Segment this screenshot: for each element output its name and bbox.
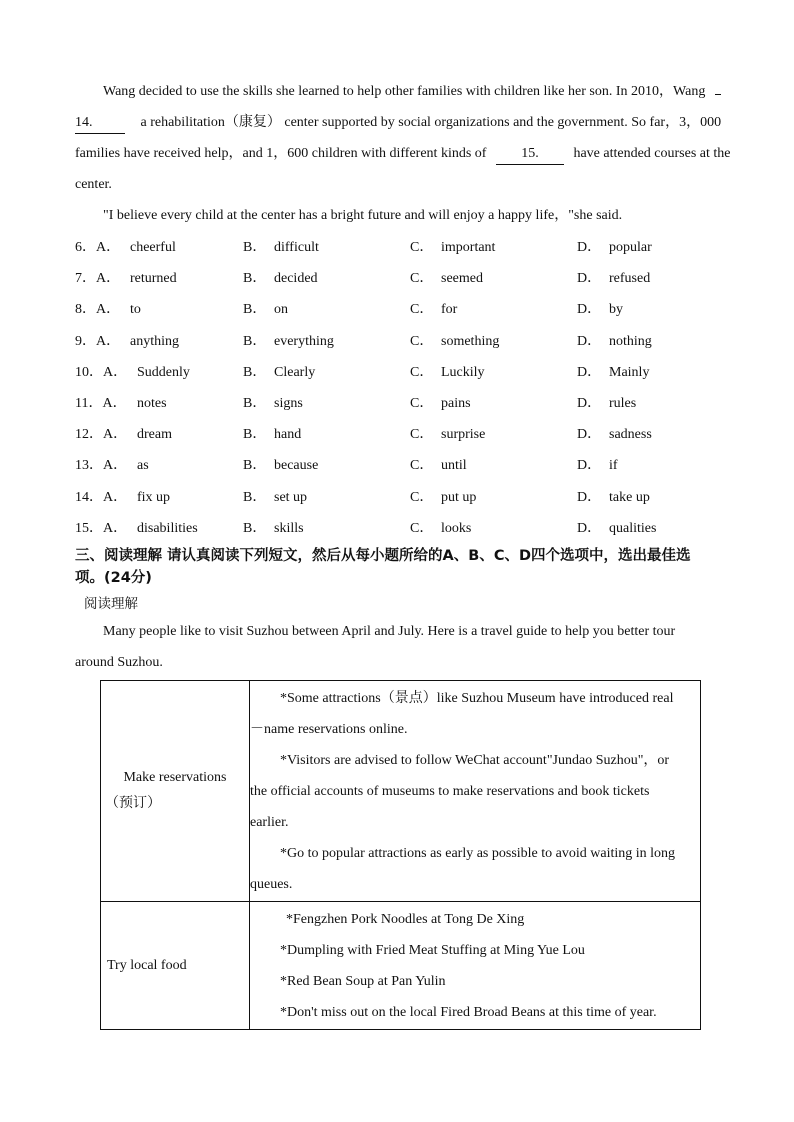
- option-c-label: C．: [410, 396, 434, 411]
- option-d-label: D．: [577, 458, 602, 474]
- reservation-note-3-cont: queues.: [250, 876, 293, 892]
- option-a: disabilities: [137, 520, 198, 536]
- option-b: difficult: [274, 240, 319, 255]
- option-row: [75, 269, 755, 289]
- option-d-label: D．: [577, 333, 602, 349]
- option-row: [75, 425, 755, 445]
- option-a: Suddenly: [137, 364, 190, 380]
- option-b: Clearly: [274, 364, 316, 380]
- reservation-note-2: *Visitors are advised to follow WeChat account"Jundao Suzhou"，or: [280, 752, 670, 768]
- passage-line-3-end: have attended courses at the: [573, 146, 731, 161]
- option-b: skills: [274, 520, 304, 536]
- option-num: 8．A．: [75, 302, 121, 318]
- option-row: [75, 519, 755, 539]
- option-c-label: C．: [410, 520, 434, 536]
- food-item-4: *Don't miss out on the local Fired Broad Beans at this time of year.: [280, 1004, 657, 1020]
- option-c-label: C．: [410, 458, 434, 474]
- option-row: [75, 332, 755, 352]
- option-num: 9．A．: [75, 333, 121, 349]
- blank-14: 14.: [75, 113, 125, 134]
- option-num: 13．A．: [75, 458, 128, 474]
- option-num: 15．A．: [75, 520, 128, 536]
- option-a: dream: [137, 427, 172, 443]
- option-b-label: B．: [243, 271, 267, 287]
- option-d: sadness: [609, 427, 652, 443]
- option-a: notes: [137, 396, 167, 411]
- option-d-label: D．: [577, 364, 602, 380]
- option-b-label: B．: [243, 333, 267, 349]
- reservation-note-2-cont: the official accounts of museums to make reservations and book tickets: [250, 783, 650, 799]
- option-b-label: B．: [243, 520, 267, 536]
- option-num: 7．A．: [75, 271, 121, 287]
- food-item-2: *Dumpling with Fried Meat Stuffing at Ming Yue Lou: [280, 942, 585, 958]
- option-c: surprise: [441, 427, 486, 443]
- section-3-heading: [75, 545, 755, 589]
- passage-line-1: [103, 82, 721, 102]
- passage-line-3-start: families have received help，and 1，600 children with different kinds of: [75, 146, 487, 161]
- reservation-note-3: *Go to popular attractions as early as possible to avoid waiting in long: [280, 845, 676, 861]
- option-a: as: [137, 458, 149, 474]
- option-d: nothing: [609, 333, 652, 349]
- option-row: [75, 363, 755, 383]
- reservations-label: Make reservations: [123, 770, 227, 785]
- option-c: important: [441, 240, 496, 255]
- option-b: decided: [274, 271, 318, 287]
- option-d-label: D．: [577, 271, 602, 287]
- food-item-3: *Red Bean Soup at Pan Yulin: [280, 973, 446, 989]
- option-d: take up: [609, 489, 650, 505]
- option-d: refused: [609, 271, 651, 287]
- option-b: on: [274, 302, 288, 318]
- option-c: looks: [441, 520, 472, 536]
- option-d: rules: [609, 396, 637, 411]
- option-c-label: C．: [410, 271, 434, 287]
- passage-line-4: center.: [75, 177, 112, 192]
- passage-line-2: [75, 113, 721, 134]
- food-label-cell: [101, 902, 250, 1030]
- option-d-label: D．: [577, 302, 602, 318]
- option-c: seemed: [441, 271, 483, 287]
- option-d-label: D．: [577, 240, 602, 255]
- table-row-reservations: [101, 681, 701, 902]
- option-c-label: C．: [410, 302, 434, 318]
- option-d: popular: [609, 240, 652, 255]
- option-c-label: C．: [410, 364, 434, 380]
- reservation-note-2-end: earlier.: [250, 814, 289, 830]
- option-c: Luckily: [441, 364, 485, 380]
- option-c-label: C．: [410, 489, 434, 505]
- option-c-label: C．: [410, 427, 434, 443]
- option-b-label: B．: [243, 302, 267, 318]
- option-num: 12．A．: [75, 427, 128, 443]
- reservation-note-1-cont: －name reservations online.: [250, 721, 408, 737]
- option-row: [75, 456, 755, 476]
- option-num: 11．A．: [75, 396, 127, 411]
- option-b: everything: [274, 333, 334, 349]
- option-d-label: D．: [577, 520, 602, 536]
- reservations-content-cell: [250, 681, 701, 902]
- option-c: pains: [441, 396, 471, 411]
- option-c: put up: [441, 489, 477, 505]
- section-3-heading-line-2: 项。(24分): [75, 570, 152, 586]
- passage-line-1-text: Wang decided to use the skills she learned to help other families with children like her son. In 2010，Wang: [103, 84, 706, 99]
- option-b-label: B．: [243, 427, 267, 443]
- option-c: until: [441, 458, 467, 474]
- section-3-heading-line-1: 三、阅读理解 请认真阅读下列短文，然后从每小题所给的A、B、C、D四个选项中，选出最佳选: [75, 548, 691, 564]
- option-num: 14．A．: [75, 489, 128, 505]
- option-row: [75, 300, 755, 320]
- option-d: if: [609, 458, 618, 474]
- option-b: hand: [274, 427, 302, 443]
- option-a: fix up: [137, 489, 171, 505]
- option-b: set up: [274, 489, 308, 505]
- intro-line-2: around Suzhou.: [75, 655, 163, 670]
- option-b: because: [274, 458, 319, 474]
- reservations-label-cn: （预订）: [105, 796, 161, 811]
- option-b-label: B．: [243, 240, 267, 255]
- option-c: something: [441, 333, 500, 349]
- food-item-1: *Fengzhen Pork Noodles at Tong De Xing: [286, 911, 525, 927]
- option-d: qualities: [609, 520, 657, 536]
- option-a: to: [130, 302, 141, 318]
- option-c: for: [441, 302, 458, 318]
- option-d: by: [609, 302, 623, 318]
- reservation-note-1: *Some attractions（景点）like Suzhou Museum have introduced real: [280, 690, 674, 706]
- table-row-food: [101, 902, 701, 1030]
- option-d: Mainly: [609, 364, 650, 380]
- option-a: anything: [130, 333, 179, 349]
- option-c-label: C．: [410, 333, 434, 349]
- section-3-subheading: 阅读理解: [84, 596, 138, 612]
- option-row: [75, 488, 755, 508]
- travel-guide-table: [100, 680, 701, 1030]
- option-a: returned: [130, 271, 177, 287]
- food-content-cell: [250, 902, 701, 1030]
- option-num: 10．A．: [75, 364, 128, 380]
- passage-line-2-text: a rehabilitation（康复） center supported by social organizations and the government. So far，3，000: [140, 115, 722, 130]
- option-d-label: D．: [577, 427, 602, 443]
- option-c-label: C．: [410, 240, 434, 255]
- blank-15: 15.: [496, 144, 564, 165]
- option-b-label: B．: [243, 364, 267, 380]
- option-num: 6．A．: [75, 240, 121, 255]
- reservations-label-cell: [101, 681, 250, 902]
- option-b: signs: [274, 396, 303, 411]
- option-b-label: B．: [243, 489, 267, 505]
- option-row: [75, 238, 755, 258]
- passage-line-3: [75, 144, 731, 165]
- intro-line-1: Many people like to visit Suzhou between April and July. Here is a travel guide to help you better tour: [103, 624, 676, 639]
- option-b-label: B．: [243, 396, 267, 411]
- option-row: [75, 394, 755, 414]
- food-label: Try local food: [107, 957, 187, 973]
- option-d-label: D．: [577, 489, 602, 505]
- option-d-label: D．: [577, 396, 602, 411]
- blank-14-start: [715, 94, 721, 95]
- option-a: cheerful: [130, 240, 176, 255]
- passage-line-5: "I believe every child at the center has a bright future and will enjoy a happy life，"she said.: [103, 208, 623, 223]
- option-b-label: B．: [243, 458, 267, 474]
